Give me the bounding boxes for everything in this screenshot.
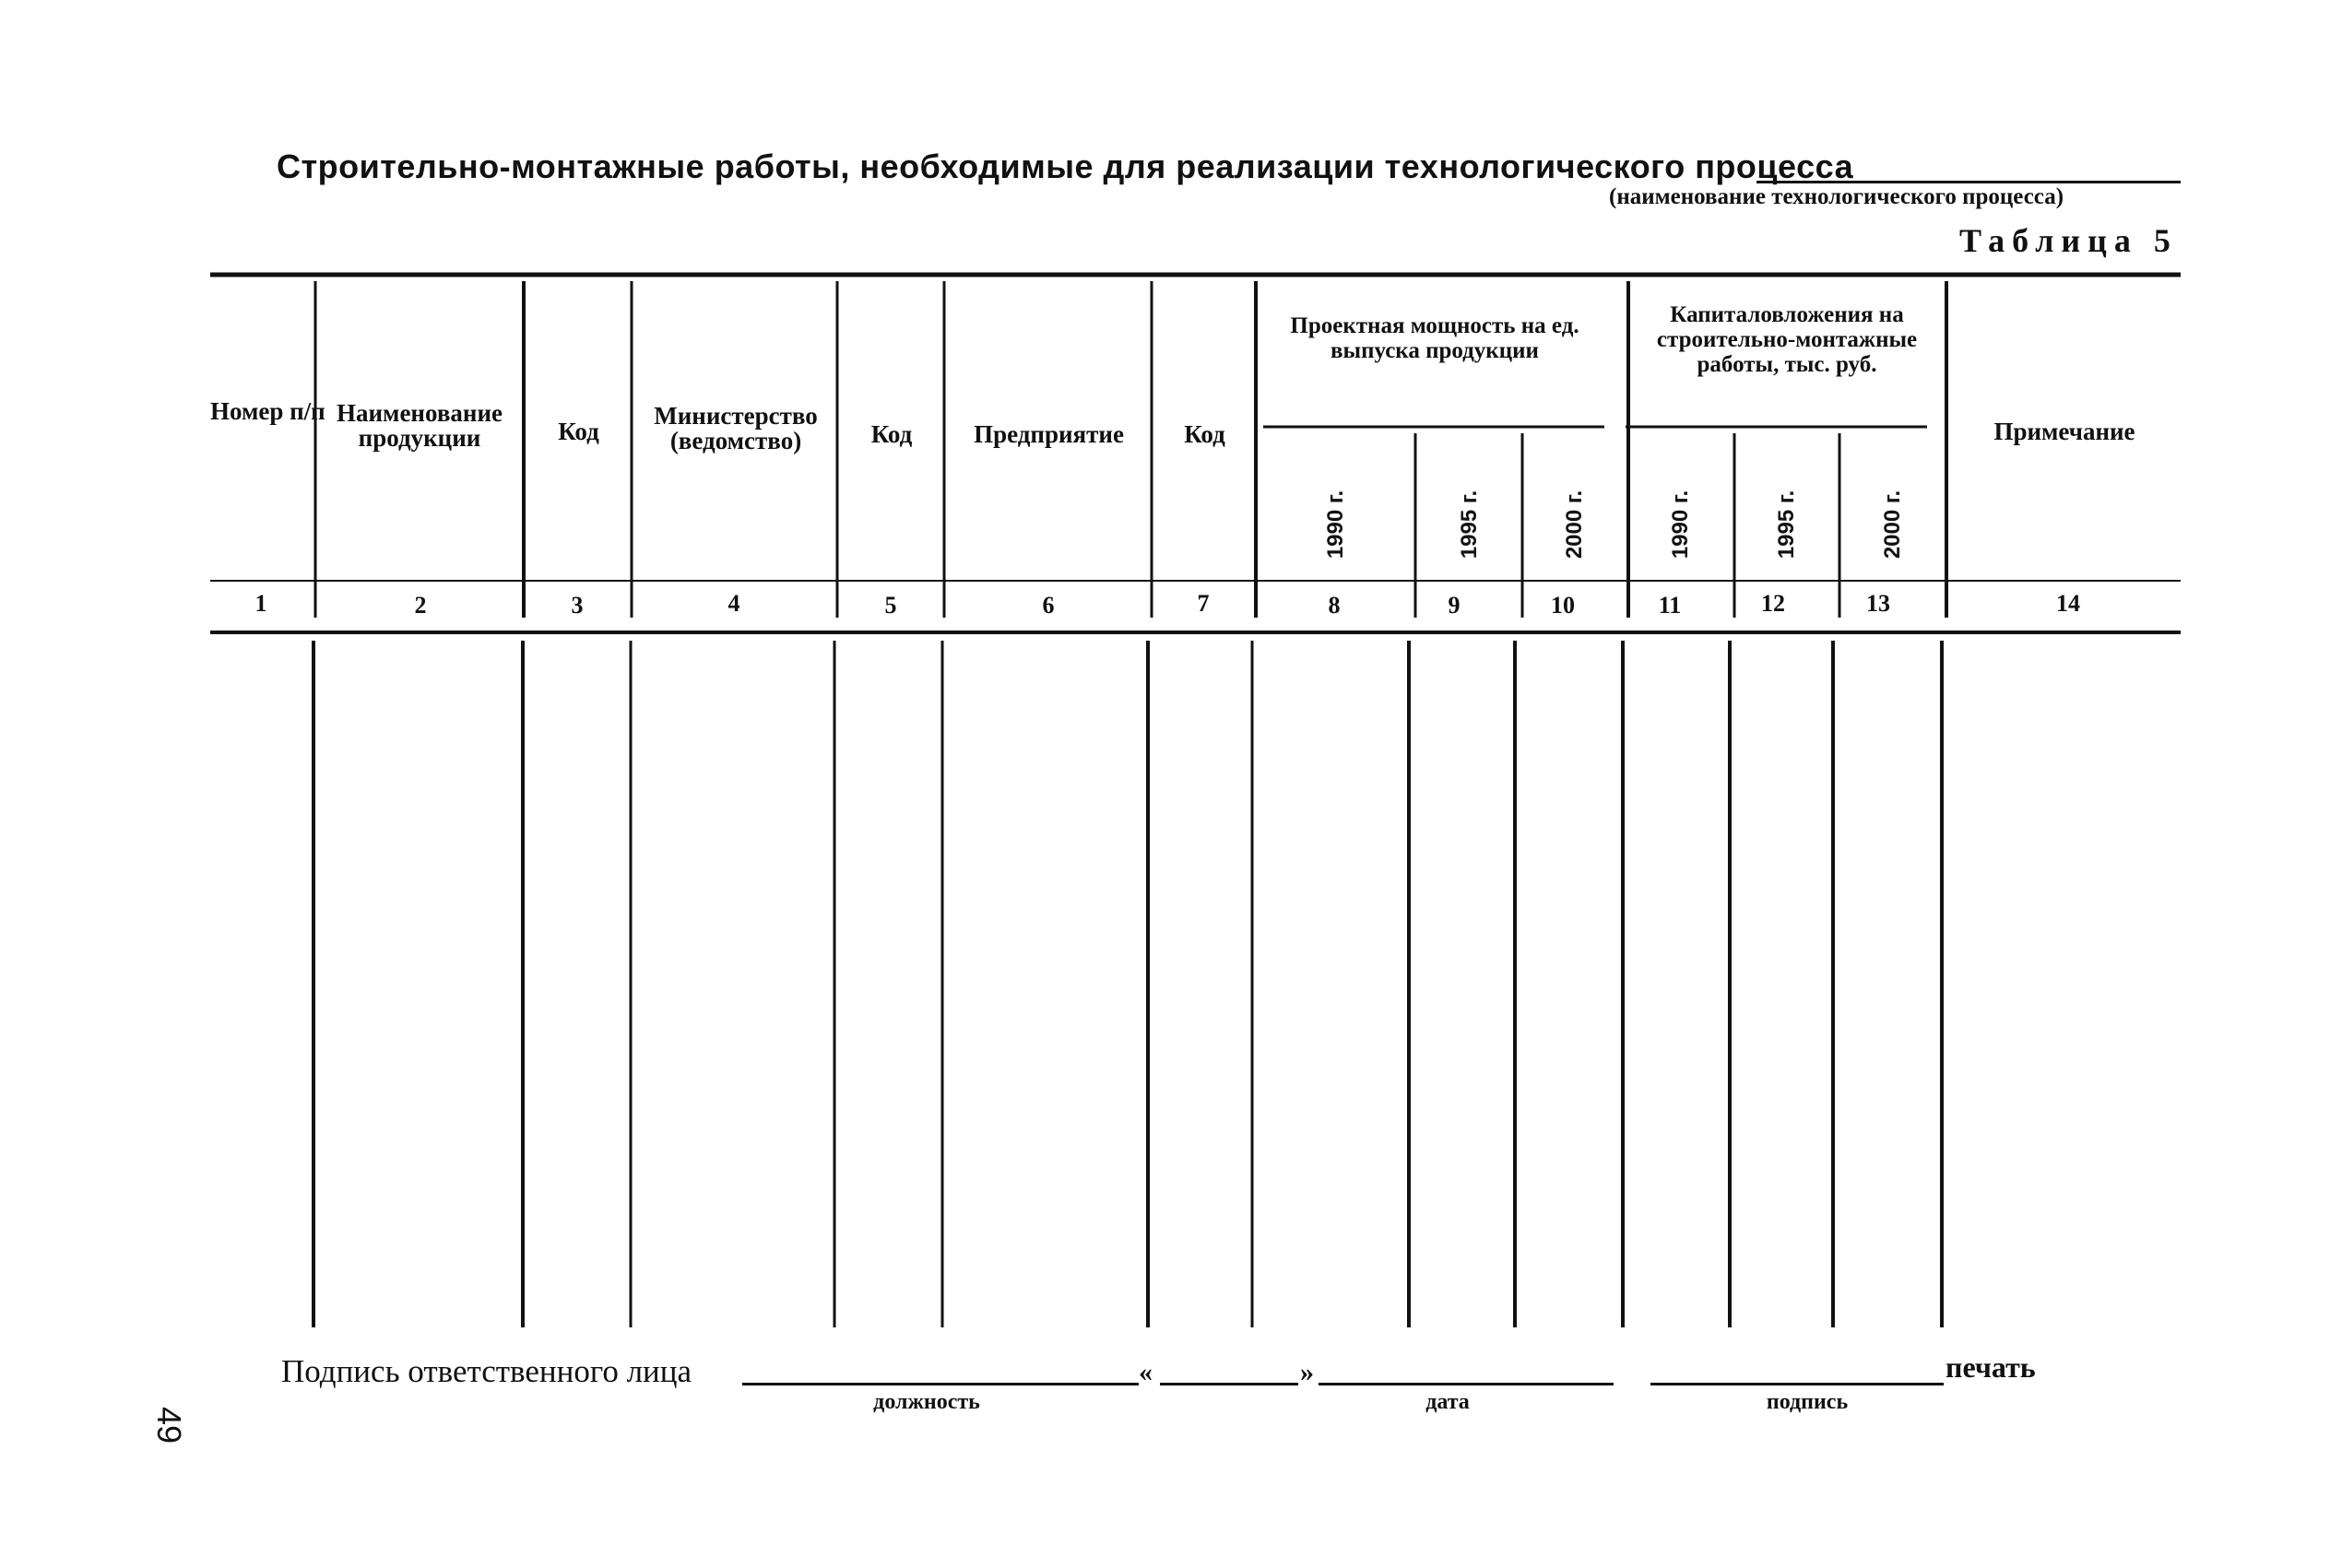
col-number-12: 12 [1761, 590, 1785, 617]
col-number-13: 13 [1866, 590, 1890, 617]
signature-label: Подпись ответственного лица [281, 1353, 692, 1389]
col-number-9: 9 [1448, 592, 1461, 619]
group-header-investment: Капиталовложения на строительно-монтажные работы, тыс. руб. [1656, 302, 1918, 377]
col-number-10: 10 [1551, 592, 1575, 619]
col-header-capacity-2000: 2000 г. [1562, 489, 1587, 560]
col-number-7: 7 [1197, 590, 1210, 617]
col-header-investment-1990: 1990 г. [1668, 489, 1693, 560]
col-number-8: 8 [1328, 592, 1341, 619]
col-header-code-1: Код [558, 418, 599, 445]
day-blank[interactable] [1160, 1383, 1298, 1385]
col-header-product-name: Наименование продукции [337, 399, 503, 452]
col-number-14: 14 [2056, 590, 2080, 617]
col-header-investment-1995: 1995 г. [1774, 489, 1799, 560]
col-header-note: Примечание [1993, 418, 2135, 445]
position-blank[interactable] [742, 1383, 1139, 1385]
signature-caption: подпись [1766, 1390, 1849, 1414]
col-header-enterprise: Предприятие [974, 420, 1124, 448]
process-name-caption: (наименование технологического процесса) [1609, 184, 2064, 209]
col-number-2: 2 [414, 592, 427, 619]
col-header-capacity-1990: 1990 г. [1323, 489, 1348, 560]
table-label: Таблица 5 [1959, 222, 2178, 259]
page-number: 49 [150, 1406, 189, 1444]
col-header-code-2: Код [870, 420, 913, 448]
col-header-investment-2000: 2000 г. [1880, 489, 1905, 560]
col-header-ministry: Министерство (ведомство) [654, 402, 818, 454]
signature-blank[interactable] [1650, 1383, 1944, 1385]
date-quote-close: » [1300, 1357, 1314, 1387]
col-number-3: 3 [571, 592, 584, 619]
col-header-number: Номер п/п [210, 397, 325, 425]
document-title: Строительно-монтажные работы, необходимые для реализации технологического процесса [277, 147, 1854, 185]
date-quote-open: « [1139, 1357, 1153, 1387]
stamp-label: печать [1946, 1350, 2036, 1384]
col-number-4: 4 [727, 590, 740, 617]
position-caption: должность [873, 1390, 980, 1414]
col-number-1: 1 [254, 590, 267, 617]
date-caption: дата [1425, 1390, 1470, 1414]
col-header-code-3: Код [1184, 420, 1225, 448]
date-blank[interactable] [1319, 1383, 1614, 1385]
col-number-6: 6 [1042, 592, 1055, 619]
col-number-5: 5 [884, 592, 897, 619]
col-number-11: 11 [1658, 592, 1682, 619]
col-header-capacity-1995: 1995 г. [1457, 489, 1482, 560]
group-header-capacity: Проектная мощность на ед. выпуска продукции [1290, 313, 1579, 363]
